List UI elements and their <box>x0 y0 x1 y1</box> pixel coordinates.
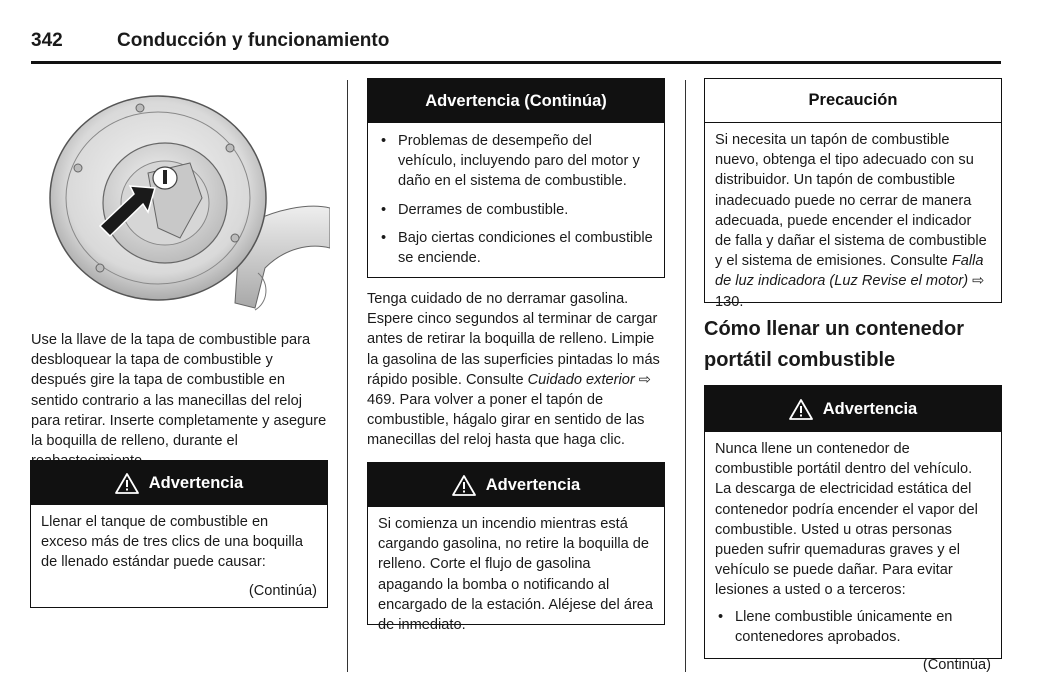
warning-continued-header <box>368 79 664 123</box>
warning-header <box>705 386 1001 432</box>
warning-text: Llenar el tanque de combustible en exceso más de tres clics de una boquilla de llenado estándar puede causar: <box>41 514 304 571</box>
reference-page: 469 <box>367 392 392 409</box>
gasoline-care-paragraph <box>367 289 665 451</box>
page-arrow-icon: ⇨ <box>634 371 652 388</box>
warning-text: Si comienza un incendio mientras está cargando gasolina, no retire la boquilla de relleno. Corte el flujo de gasolina apagando la bomba o notificando al encargado de la estación. Aléjese del área de inmediato. <box>378 516 654 634</box>
list-item: • Problemas de desempeño del vehículo, incluyendo paro del motor y daño en el sistema de combustible. <box>378 131 654 192</box>
warning-triangle-icon <box>452 475 476 496</box>
warning-continued-box <box>367 78 665 278</box>
exterior-care-reference: Cuidado exterior <box>527 371 635 388</box>
reference-page: 130 <box>715 293 740 310</box>
warning-bullet-list <box>378 131 654 268</box>
warning-bullet-list <box>715 607 991 647</box>
warning-triangle-icon <box>789 399 813 420</box>
warning-title: Advertencia <box>822 399 918 418</box>
caution-text <box>715 130 991 312</box>
caution-box <box>704 78 1002 310</box>
list-item: • Llene combustible únicamente en contenedores aprobados. <box>715 607 991 647</box>
column-divider-2 <box>685 80 686 672</box>
paragraph-text: Tenga cuidado de no derramar gasolina. Espere cinco segundos al terminar de cargar antes de retirar la boquilla de relleno. Limpie la gasolina de las superficies pintadas lo más rápido posible. Consulte <box>367 291 660 388</box>
overfill-warning-box <box>30 460 328 608</box>
section-title: Conducción y funcionamiento <box>117 30 390 51</box>
column-divider-1 <box>347 80 348 672</box>
caution-header <box>705 79 1001 123</box>
list-item: • Derrames de combustible. <box>378 200 654 220</box>
warning-text: Nunca llene un contenedor de combustible portátil dentro del vehículo. La descarga de electricidad estática del contenedor podría encender el vapor del combustible. Usted u otras personas pueden sufrir quemaduras graves y el vehículo se puede dañar. Para evitar lesiones a usted o a terceros: <box>715 441 978 599</box>
warning-header <box>31 461 327 505</box>
fuel-cap-illustration <box>30 78 330 323</box>
malfunction-light-reference: Falla de luz indicadora (Luz Revise el motor) <box>715 253 984 290</box>
caution-text-end: . <box>739 293 744 310</box>
caution-text-part: Si necesita un tapón de combustible nuevo, obtenga el tipo adecuado con su distribuidor. Un tapón de combustible inadecuado puede no cerrar de manera adecuada, puede encender el indicador de falla y dañar el sistema de combustible y el sistema de emisiones. Consulte <box>715 132 987 270</box>
caution-title: Precaución <box>808 91 898 109</box>
page-arrow-icon: ⇨ <box>968 273 985 290</box>
warning-triangle-icon <box>115 473 139 494</box>
fuel-cap-with-arrow-illustration <box>30 78 330 323</box>
header-rule <box>31 61 1001 64</box>
fire-warning-box <box>367 462 665 634</box>
continued-label: (Continúa) <box>922 657 991 674</box>
portable-container-warning-box <box>704 385 1002 674</box>
continued-label: (Continúa) <box>248 582 317 599</box>
paragraph-text: . Para volver a poner el tapón de combustible, hágalo girar en sentido de las manecillas del reloj hasta que haga clic. <box>367 392 645 449</box>
warning-continued-title: Advertencia (Continúa) <box>425 91 607 110</box>
refuel-instructions-paragraph: Use la llave de la tapa de combustible para desbloquear la tapa de combustible y después gire la tapa de combustible en sentido contrario a las manecillas del reloj para retirar. Inserte completamente y asegure la boquilla de relleno, durante el <box>31 332 327 450</box>
warning-title: Advertencia <box>485 475 581 494</box>
warning-header <box>368 463 664 507</box>
warning-title: Advertencia <box>148 473 244 492</box>
portable-container-heading: Cómo llenar un contenedor portátil combustible <box>704 318 965 371</box>
page-number: 342 <box>31 30 63 51</box>
list-item: • Bajo ciertas condiciones el combustible se enciende. <box>378 228 654 268</box>
